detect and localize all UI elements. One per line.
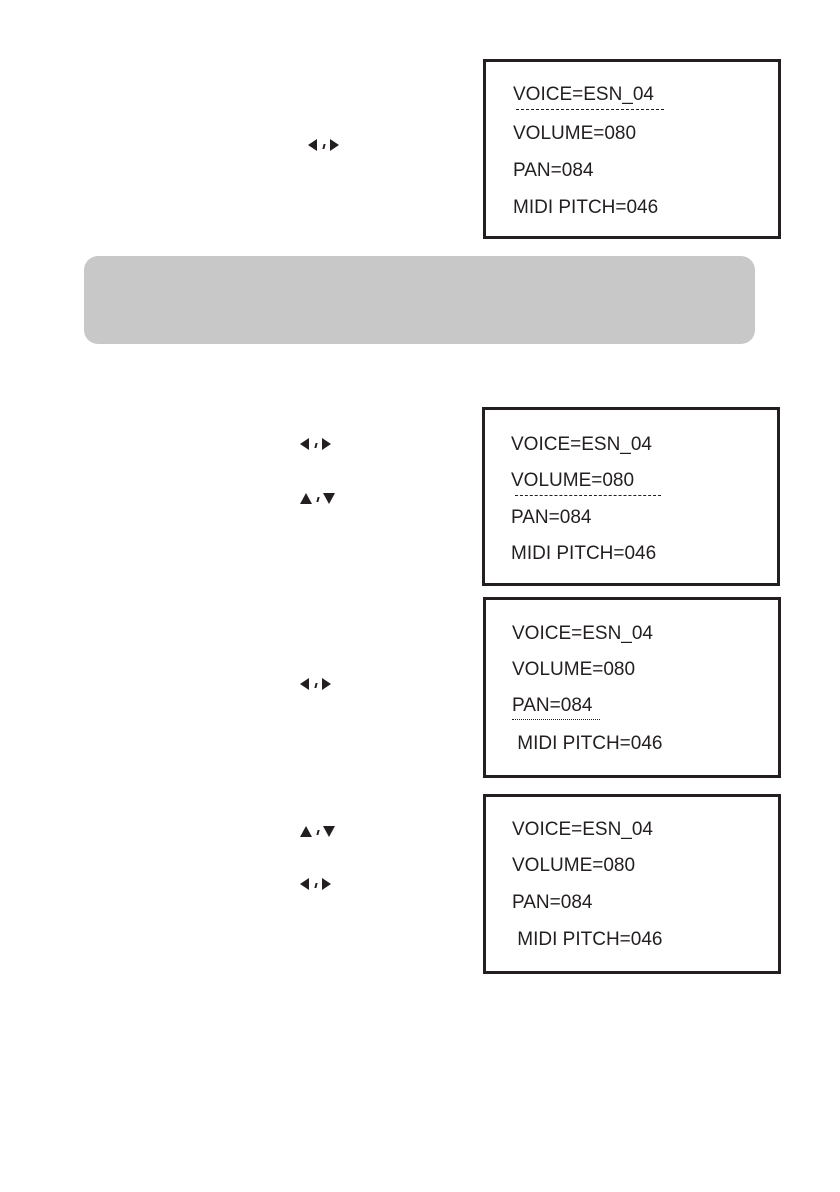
- right-triangle-icon: [321, 878, 331, 890]
- up-down-arrow-buttons: [300, 823, 335, 839]
- lcd-screen-volume: [482, 407, 780, 586]
- lcd-line-voice: VOICE=ESN_04: [512, 819, 653, 840]
- lcd-line-volume: VOLUME=080: [511, 470, 635, 491]
- lcd-screen-pan: [483, 597, 781, 778]
- left-triangle-icon: [308, 139, 318, 151]
- left-right-arrow-buttons: [300, 676, 331, 692]
- up-down-arrow-buttons: [300, 490, 335, 506]
- section-banner: [84, 256, 755, 344]
- lcd-line-voice: VOICE=ESN_04: [511, 434, 652, 455]
- lcd-line-midi-pitch: MIDI PITCH=046: [513, 197, 659, 218]
- left-right-arrow-buttons: [308, 137, 339, 153]
- up-triangle-icon: [300, 493, 312, 504]
- lcd-screen-voice: [483, 59, 781, 239]
- left-right-arrow-buttons: [300, 876, 331, 892]
- lcd-line-voice: VOICE=ESN_04: [513, 84, 654, 105]
- right-triangle-icon: [329, 139, 339, 151]
- up-triangle-icon: [300, 826, 312, 837]
- lcd-line-volume: VOLUME=080: [512, 855, 636, 876]
- lcd-screen-midi-pitch: [483, 794, 781, 974]
- right-triangle-icon: [321, 678, 331, 690]
- edit-cursor: [515, 495, 661, 496]
- left-triangle-icon: [300, 678, 310, 690]
- lcd-line-pan: PAN=084: [511, 507, 592, 528]
- lcd-line-midi-pitch: MIDI PITCH=046: [512, 733, 663, 754]
- lcd-line-midi-pitch: MIDI PITCH=046: [512, 929, 663, 950]
- lcd-line-volume: VOLUME=080: [512, 659, 636, 680]
- lcd-line-pan: PAN=084: [512, 695, 593, 716]
- down-triangle-icon: [323, 493, 335, 504]
- left-triangle-icon: [300, 878, 310, 890]
- edit-cursor: [512, 719, 600, 720]
- right-triangle-icon: [321, 438, 331, 450]
- down-triangle-icon: [323, 826, 335, 837]
- left-triangle-icon: [300, 438, 310, 450]
- lcd-line-pan: PAN=084: [512, 892, 593, 913]
- lcd-line-midi-pitch: MIDI PITCH=046: [511, 543, 657, 564]
- lcd-line-voice: VOICE=ESN_04: [512, 623, 653, 644]
- lcd-line-pan: PAN=084: [513, 160, 594, 181]
- lcd-line-volume: VOLUME=080: [513, 123, 637, 144]
- edit-cursor: [516, 109, 664, 110]
- left-right-arrow-buttons: [300, 436, 331, 452]
